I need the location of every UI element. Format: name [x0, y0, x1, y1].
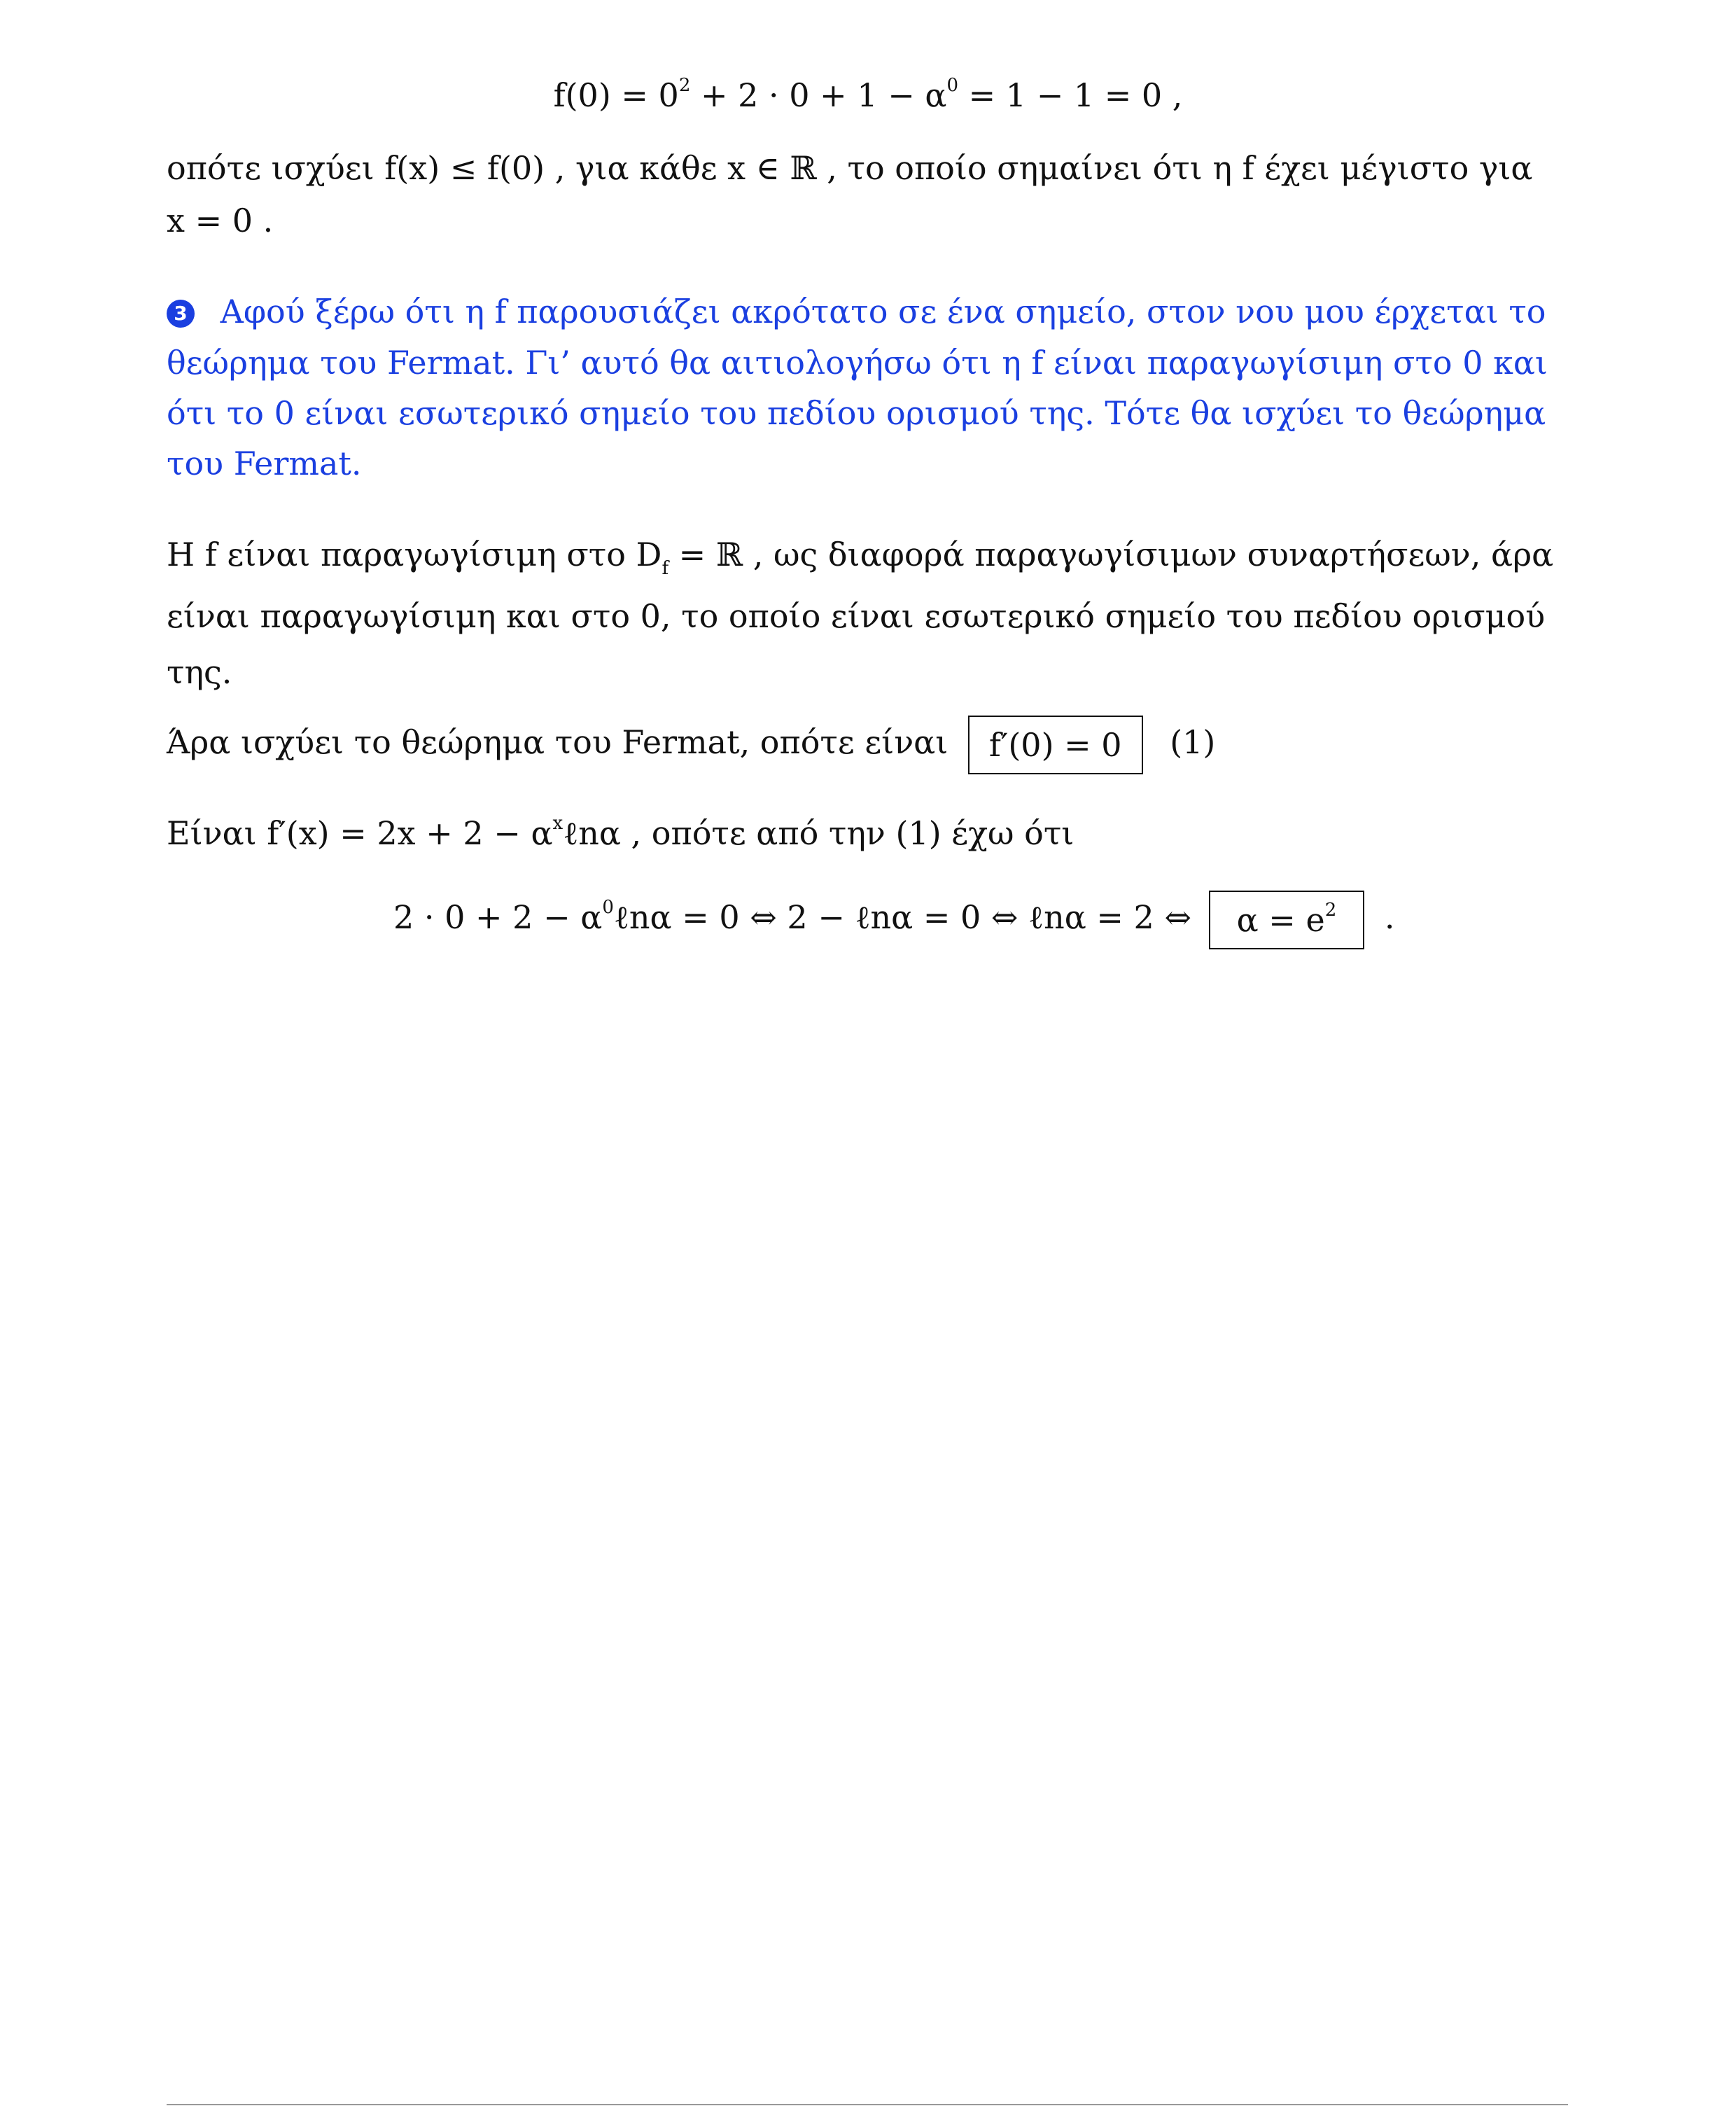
boxed-derivative-result: f′(0) = 0: [968, 716, 1143, 774]
eq-top-exp1: 2: [678, 75, 691, 96]
step-number-badge: 3: [167, 300, 195, 328]
p2-line2: είναι παραγωγίσιμη και στο 0, το οποίο είναι εσωτερικό σημείο του πεδίου ορισμού: [167, 597, 1546, 635]
footer-rule: [167, 2104, 1568, 2105]
eq-bottom-exp: 0: [602, 897, 614, 918]
step3-line4: του Fermat.: [167, 445, 362, 482]
p2-line1-sub: f: [662, 558, 669, 579]
eq-bottom-b: ℓnα = 0 ⇔ 2 − ℓnα = 0 ⇔ ℓnα = 2 ⇔: [613, 898, 1191, 936]
eq-bottom-a: 2 · 0 + 2 − α: [393, 898, 603, 936]
eq-bottom-end: .: [1384, 898, 1395, 936]
eq-top-exp2: 0: [946, 75, 959, 96]
step3-line2: θεώρημα του Fermat. Γι’ αυτό θα αιτιολογήσω ότι η f είναι παραγωγίσιμη στο 0 και: [167, 344, 1548, 382]
p4-derivative-line: [167, 812, 1074, 854]
step3-line1-text: Αφού ξέρω ότι η f παρουσιάζει ακρότατο σε ένα σημείο, στον νου μου έρχεται το: [220, 293, 1546, 330]
equation-solve-alpha: [393, 888, 1394, 949]
equation-f0: [0, 74, 1736, 116]
boxed-alpha-text: α = e: [1236, 901, 1325, 939]
p4-b: ℓnα , οπότε από την (1) έχω ότι: [563, 814, 1074, 852]
boxed-alpha-result: [1209, 891, 1365, 949]
step3-line1: [167, 291, 1546, 333]
boxed-alpha-exp: 2: [1324, 900, 1337, 921]
p2-line1-b: = ℝ , ως διαφορά παραγωγίσιμων συναρτήσεων, άρα: [668, 536, 1554, 573]
p3-fermat-line: [167, 713, 1215, 774]
p2-line1: [167, 534, 1554, 579]
eq-top-rhs: = 1 − 1 = 0 ,: [958, 76, 1183, 114]
p3-text: Άρα ισχύει το θεώρημα του Fermat, οπότε είναι: [167, 723, 948, 761]
p1-line1: οπότε ισχύει f(x) ≤ f(0) , για κάθε x ∈ ℝ , το οποίο σημαίνει ότι η f έχει μέγιστο για: [167, 149, 1533, 187]
p1-line2: x = 0 .: [167, 202, 274, 239]
p4-exp: x: [552, 813, 564, 834]
p4-a: Είναι f′(x) = 2x + 2 − α: [167, 814, 553, 852]
p2-line1-a: Η f είναι παραγωγίσιμη στο D: [167, 536, 662, 573]
eq-top-mid: + 2 · 0 + 1 − α: [690, 76, 947, 114]
step3-line3: ότι το 0 είναι εσωτερικό σημείο του πεδίου ορισμού της. Τότε θα ισχύει το θεώρημα: [167, 394, 1546, 432]
eq-top-lhs: f(0) = 0: [553, 76, 679, 114]
p2-line3: της.: [167, 653, 232, 691]
equation-tag-1: (1): [1170, 723, 1216, 761]
